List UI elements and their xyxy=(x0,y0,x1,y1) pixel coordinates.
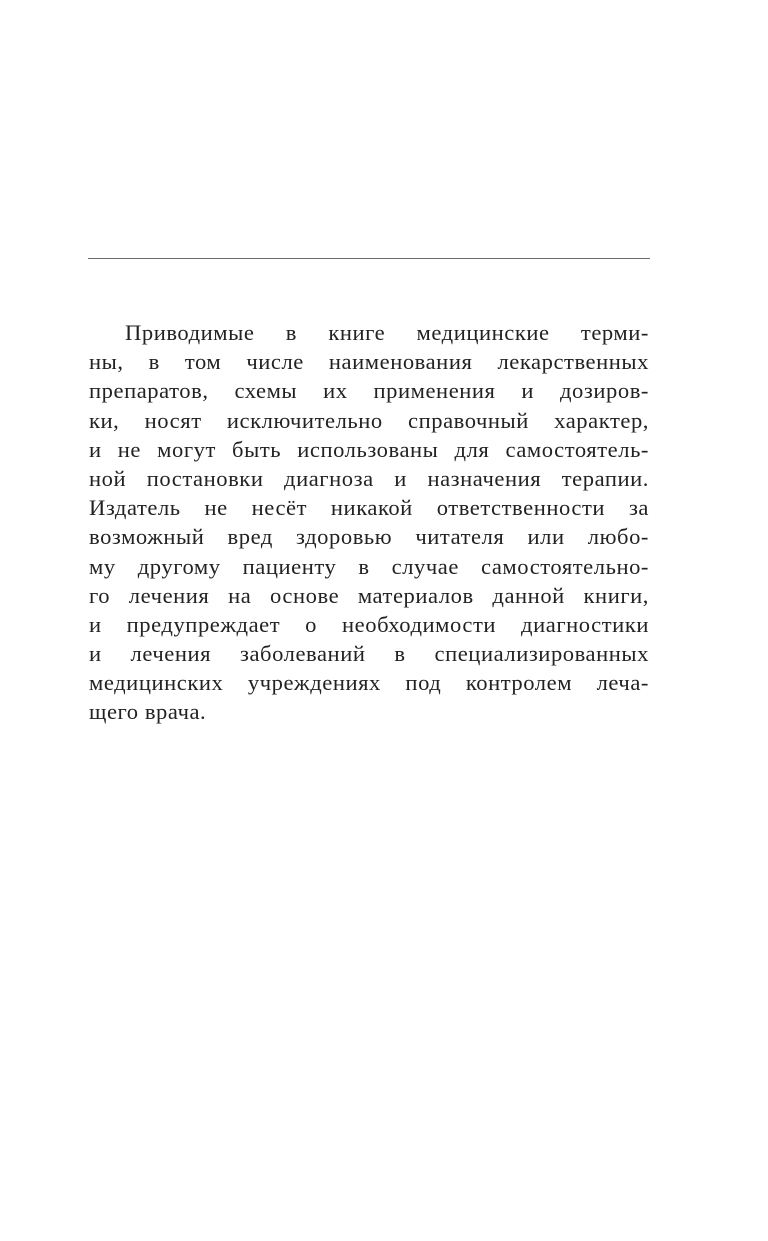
disclaimer-line: препаратов, схемы их применения и дозиров- xyxy=(89,378,649,404)
medical-disclaimer-paragraph xyxy=(89,318,649,727)
disclaimer-line: му другому пациенту в случае самостоятельно- xyxy=(89,553,649,579)
disclaimer-line: Издатель не несёт никакой ответственности за xyxy=(89,495,649,521)
disclaimer-line: Приводимые в книге медицинские терми- xyxy=(125,320,649,345)
horizontal-divider xyxy=(88,258,650,259)
disclaimer-line: и предупреждает о необходимости диагностики xyxy=(89,611,649,637)
disclaimer-line: и лечения заболеваний в специализированных xyxy=(89,641,649,667)
disclaimer-line: щего врача. xyxy=(89,699,207,725)
disclaimer-line: ки, носят исключительно справочный характер, xyxy=(89,407,649,433)
disclaimer-line: го лечения на основе материалов данной книги, xyxy=(89,582,649,608)
disclaimer-line: и не могут быть использованы для самостоятель- xyxy=(89,436,649,462)
disclaimer-line: ны, в том числе наименования лекарственных xyxy=(89,349,649,375)
disclaimer-line: возможный вред здоровью читателя или любо- xyxy=(89,524,649,550)
disclaimer-line: медицинских учреждениях под контролем леча- xyxy=(89,670,649,696)
disclaimer-line: ной постановки диагноза и назначения терапии. xyxy=(89,465,649,491)
